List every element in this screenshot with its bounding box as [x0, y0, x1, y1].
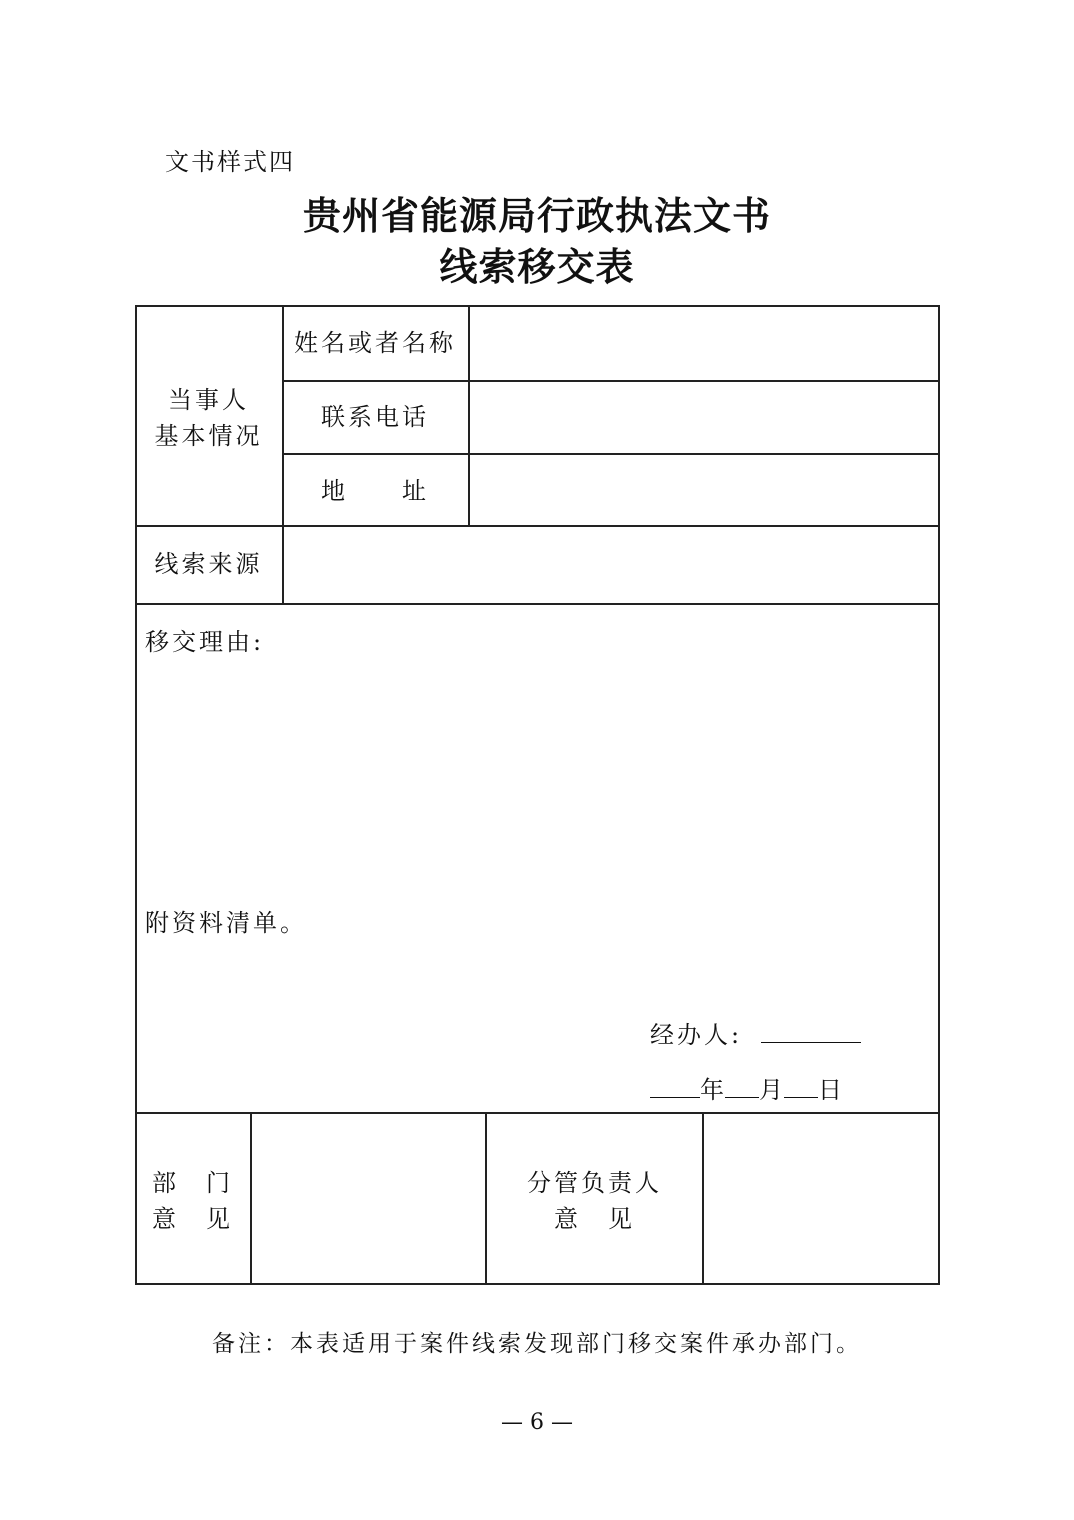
footnote: 备注：本表适用于案件线索发现部门移交案件承办部门。: [212, 1331, 862, 1357]
handler-label: 经办人:: [650, 1021, 743, 1049]
phone-label: 联系电话: [321, 403, 429, 431]
address-label: 地 址: [321, 477, 429, 505]
source-label: 线索来源: [154, 550, 263, 578]
dept-opinion-label: [135, 1165, 250, 1237]
handler-signature-line[interactable]: [761, 1020, 861, 1043]
table-border-right: [938, 305, 940, 1285]
leader-opinion-field[interactable]: [704, 1114, 938, 1283]
phone-field[interactable]: [470, 382, 938, 453]
date-row: [650, 1072, 843, 1108]
year-label: 年: [700, 1076, 725, 1104]
dept-opinion-line2: 意 见: [152, 1205, 233, 1233]
day-label: 日: [818, 1076, 843, 1104]
document-title: 贵州省能源局行政执法文书: [302, 193, 771, 238]
day-blank[interactable]: [784, 1075, 818, 1098]
name-label: 姓名或者名称: [294, 329, 456, 357]
attachments-label: 附资料清单。: [145, 909, 307, 937]
referral-form-table: [135, 305, 940, 1285]
dept-opinion-field[interactable]: [252, 1114, 485, 1283]
source-field[interactable]: [284, 527, 938, 603]
address-field[interactable]: [470, 455, 938, 525]
leader-opinion-line1: 分管负责人: [527, 1169, 662, 1197]
dept-opinion-line1: 部 门: [152, 1169, 233, 1197]
table-border-bottom: [135, 1283, 940, 1285]
leader-opinion-line2: 意 见: [554, 1205, 635, 1233]
month-blank[interactable]: [725, 1075, 759, 1098]
party-label-line2: 基本情况: [154, 422, 263, 450]
form-title: 线索移交表: [439, 244, 635, 289]
party-info-label: [135, 382, 282, 454]
page-number: — 6 —: [501, 1410, 573, 1435]
leader-opinion-label: [487, 1165, 702, 1237]
name-field[interactable]: [470, 307, 938, 380]
document-style-label: 文书样式四: [165, 148, 295, 176]
party-label-line1: 当事人: [168, 386, 249, 414]
handler-row: [650, 1017, 861, 1053]
reason-field[interactable]: [145, 665, 930, 895]
divider: [135, 603, 940, 605]
year-blank[interactable]: [650, 1075, 700, 1098]
month-label: 月: [759, 1076, 784, 1104]
reason-label: 移交理由:: [145, 628, 265, 656]
